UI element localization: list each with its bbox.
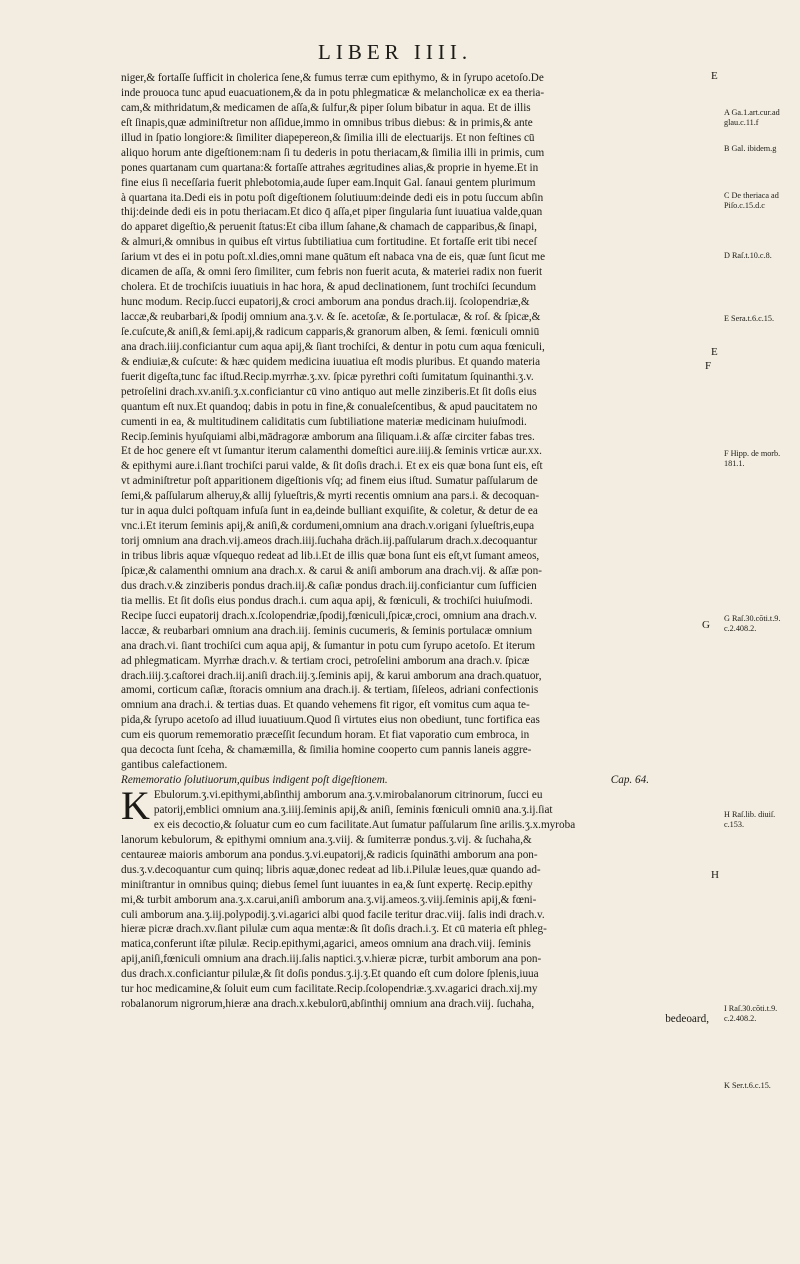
text-line: ſe.cuſcute,& aniſi,& ſemi.apij,& radicum capparis,& granorum alben, & ſemi. fœniculi omniū <box>121 325 540 338</box>
text-line: petroſelini drach.xv.aniſi.ʒ.x.conficiantur cū vino antiquo aut melle zinziberis.Et ſit doſis eius <box>121 385 537 398</box>
margin-letter: H <box>711 869 719 881</box>
margin-note: A Ga.1.art.cur.ad glau.c.11.f <box>724 108 780 127</box>
margin-note: E Sera.t.6.c.15. <box>724 314 775 323</box>
text-line: hunc modum. Recip.ſucci eupatorij,& croci amborum ana pondus drach.iij. ſcolopendriæ,& <box>121 296 530 309</box>
text-line: Et de hoc genere eſt vt ſumantur iterum calamenthi domeſtici aure.iiij.& ſeminis vrticæ aur.xx. <box>121 445 542 458</box>
text-line: robalanorum nigrorum,hieræ ana drach.x.kebulorū,abſinthij omnium ana drach.viij. ſuchaha, <box>121 998 535 1011</box>
text-line: apij,aniſi,fœniculi omnium ana drach.iij.ſalis naptici.ʒ.v.hieræ picræ, turbit amborum ana pon- <box>121 953 542 966</box>
text-line: quantum eſt nux.Et quandoq; dabis in potu in fine,& conualeſcentibus, & apud paucitatem no <box>121 400 538 413</box>
paragraph-block-a <box>121 71 712 773</box>
text-line: ſemi,& paſſularum alheruy,& allij ſylueſtris,& myrti recentis omnium ana pars.i. & decoquan- <box>121 490 540 503</box>
text-line: dus drach.x.conficiantur pilulæ,& ſit doſis pondus.ʒ.ij.ʒ.Et quando eſt cum dolore ſplenis,iuua <box>121 968 539 981</box>
text-line: qua decocta ſunt ſceha, & chamæmilla, & ſimilia homine cooperto cum pannis laneis aggre- <box>121 744 532 757</box>
text-line: fine eius ſi neceſſaria fuerit phlebotomia,aude ſuper eam.Inquit Gal. ſanaui gentem plurimum <box>121 176 536 189</box>
margin-letter: F <box>705 360 712 372</box>
text-line: vnc.i.Et iterum ſeminis apij,& aniſi,& cordumeni,omnium ana drach.v.origani ſylueſtris,eupa <box>121 520 535 533</box>
text-line: drach.iiij.ʒ.caſtorei drach.iij.aniſi drach.iij.ʒ.ſeminis apij, & karui amborum ana drach.quatuor, <box>121 669 542 682</box>
drop-cap-initial: K <box>121 783 150 828</box>
margin-note: G Raſ.30.cōti.t.9. c.2.408.2. <box>724 614 781 633</box>
text-line: cholera. Et de trochiſcis iuuatiuis in hac hora, & apud declinationem, ſunt trochiſci ſecundum <box>121 281 537 294</box>
text-line: & epithymi aure.i.ſiant trochiſci parui valde, & ſit doſis drach.i. Et ex eis quæ bona ſunt eis, eſt <box>121 460 543 473</box>
main-text-column <box>121 71 712 1027</box>
text-line: ad phlegmaticam. Myrrhæ drach.v. & tertiam croci, petroſelini amborum ana drach.v. ſpicæ <box>121 654 530 667</box>
paragraph-block-b-lines <box>121 783 709 1027</box>
text-line: matica,conferunt iſtæ pilulæ. Recip.epithymi,agarici, ameos omnium ana drach.viij. ſeminis <box>121 938 531 951</box>
text-line: vt adminiſtretur poſt apparitionem digeſtionis vſq; ad finem eius iſtud. Sumatur paſſularum de <box>121 475 538 488</box>
margin-note: B Gal. ibidem.g <box>724 144 777 153</box>
text-line: dus.ʒ.v.decoquantur cum quinq; libris aquæ,donec redeat ad lib.i.Pilulæ leues,quæ quando ad- <box>121 863 541 876</box>
text-line: niger,& fortaſſe ſufficit in cholerica ſene,& fumus terræ cum epithymo, & in ſyrupo acetoſo.De <box>121 72 544 84</box>
text-line: Ebulorum.ʒ.vi.epithymi,abſinthij amborum ana.ʒ.v.mirobalanorum citrinorum, ſucci eu <box>153 789 543 801</box>
text-line: cum eis quorum rememoratio præceſſit ſecundum horam. Et fiat vaporatio cum embroca, in <box>121 729 530 742</box>
text-line: cam,& mithridatum,& medicamen de aſſa,& ſulfur,& piper ſolum bibatur in aqua. Et de illis <box>121 101 531 114</box>
text-line: ex eis decoctio,& ſoluatur cum eo cum facilitate.Aut ſumatur paſſularum ſine arilis.ʒ.x.myroba <box>153 818 576 831</box>
text-line: ſpicæ,& calamenthi omnium ana drach.x. & carui & aniſi amborum ana drach.vij. & aſſæ pon- <box>121 564 542 577</box>
text-line: gantibus calefactionem. <box>121 759 228 772</box>
text-line: Recip.ſeminis hyuſquiami albi,mādragoræ amborum ana ſiliquam.i.& aſſæ circiter fabas tres. <box>121 430 535 443</box>
text-line: thij:deinde dedi eis in potu theriacam.Et dico q̄ aſſa,et piper ſingularia ſunt iuuatiua valde,quan <box>121 206 543 219</box>
margin-note: C De theriaca ad Piſo.c.15.d.c <box>724 191 779 210</box>
margin-note: H Raſ.lib. diuiſ. c.153. <box>724 810 776 829</box>
text-line: pida,& ſyrupo acetoſo ad illud iuuatiuum.Quod ſi virtutes eius non obediunt, tunc fortifica eas <box>121 714 540 727</box>
text-line: dus drach.v.& zinziberis pondus drach.iij.& caſiæ pondus drach.iij.conficiantur cum ſufficien <box>121 579 537 592</box>
text-line: omnium ana drach.i. & tertias duas. Et quando vehemens fit rigor, eſt vomitus cum aqua te- <box>121 699 530 712</box>
paragraph-block-b <box>121 783 709 1027</box>
text-line: centaureæ maioris amborum ana pondus.ʒ.vi.eupatorij,& radicis ſquināthi amborum ana pon- <box>121 848 538 861</box>
text-line: & almuri,& omnibus in quibus eſt virtus ſubtiliatiua cum fortitudine. Et fortaſſe erit tibi neceſ <box>121 236 537 249</box>
text-line: dicamen de aſſa, & omni ſero ſimiliter, cum febris non fuerit acuta, & materiei radix non fuerit <box>121 266 543 279</box>
text-line: miniſtrantur in omnibus quinq; diebus ſemel ſunt iuuantes in ea,& ſunt expertę. Recip.epithy <box>121 878 533 891</box>
margin-letter: G <box>702 619 710 631</box>
text-line: illud in ſpatio longiore:& ſimiliter diapepereon,& ſimilia illi de electuarijs. Et non feſtines cū <box>121 131 535 144</box>
text-line: culi amborum ana.ʒ.iij.polypodij.ʒ.vi.agarici albi quod facile teritur drac.viij. ſalis indi drach.v. <box>121 908 545 921</box>
margin-note: I Raſ.30.cōti.t.9. c.2.408.2. <box>724 1004 778 1023</box>
margin-note: F Hipp. de morb. 181.1. <box>724 449 781 468</box>
text-line: ſarium vt des ei in potu poſt.xl.dies,omni mane quātum eſt nabaca vna de eis, quæ ſunt ſicut me <box>121 251 546 264</box>
text-line: à quartana ita.Dedi eis in potu poſt digeſtionem ſolutiuum:deinde dedi eis in potu ſuccum abſin <box>121 191 544 204</box>
text-line: laccæ,& reubarbari,& ſpodij omnium ana.ʒ.v. & ſe. acetoſæ, & ſe.portulacæ, & roſ. & ſpicæ,& <box>121 311 541 323</box>
text-line: tia mellis. Et ſit doſis eius pondus drach.i. cum aqua apij, & fœniculi, & trochiſci huiuſmodi. <box>121 594 533 607</box>
chapter-rubric-line <box>121 773 709 788</box>
text-line: hieræ picræ drach.xv.ſiant pilulæ cum aqua mentæ:& ſit doſis drach.i.ʒ. Et cū materia eſt phleg- <box>121 923 547 936</box>
text-line: Recipe ſucci eupatorij drach.x.ſcolopendriæ,ſpodij,fœniculi,ſpicæ,croci, omnium ana drach.v. <box>121 609 537 622</box>
text-line: pones quartanam cum quartana:& fortaſſe attrahes ægritudines alias,& proprie in hyeme.Et in <box>121 161 539 174</box>
margin-letter: E <box>711 346 718 358</box>
text-line: do apparet digeſtio,& peruenit ſtatus:Et ciba illum ſahane,& chamach de capparibus,& ſinapi, <box>121 221 537 234</box>
text-line: lanorum kebulorum, & epithymi omnium ana.ʒ.viij. & ſumiterræ pondus.ʒ.vij. & ſuchaha,& <box>121 833 532 846</box>
text-line: fuerit digeſta,tunc fac iſtud.Recip.myrrhæ.ʒ.xv. ſpicæ pyrethri coſti ſumitatum ſquinanthi.ʒ.v. <box>121 370 534 383</box>
text-line: laccæ, & reubarbari omnium ana drach.iij. ſeminis cucumeris, & ſeminis portulacæ omnium <box>121 624 533 637</box>
text-line: torij omnium ana drach.vij.ameos drach.iiij.ſuchaha dräch.iij.paſſularum drach.x.decoquantur <box>121 535 538 548</box>
text-line: mi,& turbit amborum ana.ʒ.x.carui,aniſi amborum ana.ʒ.vij.ameos.ʒ.viij.ſeminis apij,& fœni- <box>121 893 537 906</box>
text-line: & endiuiæ,& cuſcute: & hæc quidem medicina iuuatiua eſt modis pluribus. Et quando materia <box>121 355 541 368</box>
text-line: inde prouoca tunc apud euacuationem,& da in potu phlegmaticæ & melancholicæ ex ea theria- <box>121 86 545 99</box>
text-line: ana drach.vi. ſiant trochiſci cum aqua apij, & ſumantur in potu cum ſyrupo acetoſo. Et iterum <box>121 639 536 652</box>
chapter-rubric: Rememoratio ſolutiuorum,quibus indigent poſt digeſtionem. <box>121 774 388 787</box>
text-line: amomi, corticum caſiæ, ſtoracis omnium ana drach.ij. & tertiam, ſiſeleos, adriani confectionis <box>121 684 539 697</box>
text-line: in tribus libris aquæ vſquequo redeat ad lib.i.Et de illis quæ bona ſunt eis eſt,vt ſumant ameos, <box>121 550 540 562</box>
text-line: patorij,emblici omnium ana.ʒ.iiij.ſeminis apij,& aniſi, ſeminis fœniculi omniū ana.ʒ.ij.ſiat <box>153 803 553 816</box>
text-line: cumenti in ea, & multitudinem caliditatis cum ſubtiliatione materiæ medicinam huiuſmodi. <box>121 415 527 428</box>
margin-letter: E <box>711 70 718 82</box>
text-line: tur hoc medicamine,& ſoluit eum cum facilitate.Recip.ſcolopendriæ.ʒ.xv.agarici drach.xij.my <box>121 983 538 996</box>
chapter-number: Cap. 64. <box>610 774 649 787</box>
margin-note: D Raſ.t.10.c.8. <box>724 251 772 260</box>
page-header: LIBER IIII. <box>318 40 473 64</box>
margin-note: K Ser.t.6.c.15. <box>724 1081 771 1090</box>
text-line: ana drach.iiij.conficiantur cum aqua apij,& ſiant trochiſci, & dentur in potu cum aqua fœniculi, <box>121 340 545 353</box>
text-line: eſt ſinapis,quæ adminiſtretur non aſſidue,immo in omnibus tribus diebus: & in primis,& ante <box>121 116 533 129</box>
text-line: bedeoard, <box>665 1013 709 1026</box>
text-line: tur in aqua dulci poſtquam infuſa ſunt in ea,deinde bulliant exquiſite, & coletur, & detur de ea <box>121 505 538 518</box>
text-line: aliquo horum ante digeſtionem:nam ſi tu dederis in potu theriacam,& ſimilia illi in primis, cum <box>121 146 545 159</box>
